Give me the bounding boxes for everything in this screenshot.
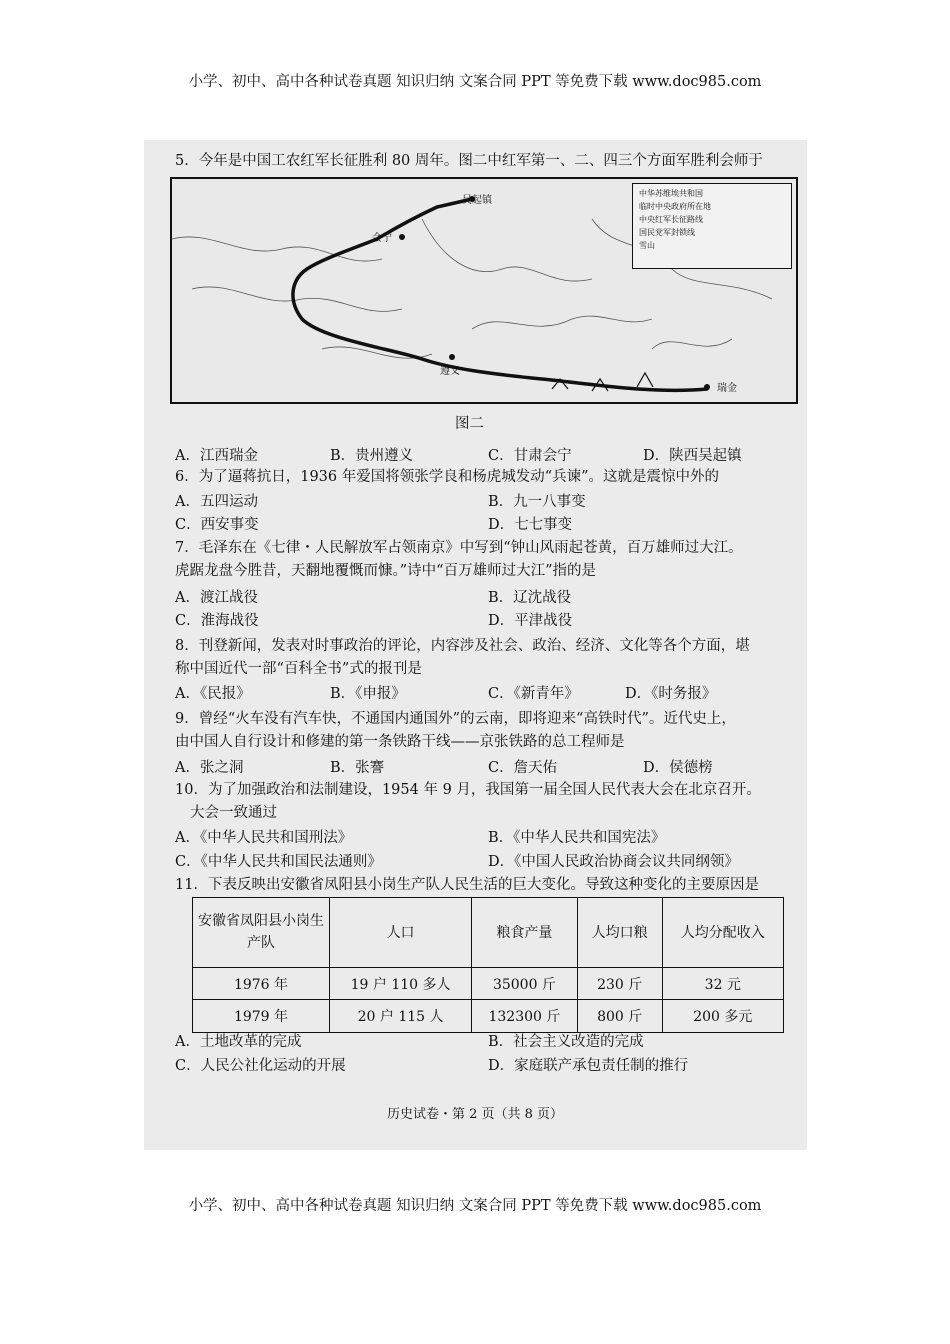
q10-option-b: B．《中华人民共和国宪法》 bbox=[488, 830, 666, 846]
legend-item: 中央红军长征路线 bbox=[639, 215, 703, 224]
legend-item: 临时中央政府所在地 bbox=[639, 202, 711, 211]
q10-option-a: A．《中华人民共和国刑法》 bbox=[175, 830, 353, 846]
q6-option-d: D．七七事变 bbox=[488, 517, 573, 533]
table-cell: 32 元 bbox=[662, 967, 783, 1000]
q10-option-c: C．《中华人民共和国民法通则》 bbox=[175, 854, 382, 870]
q6-option-a: A．五四运动 bbox=[175, 494, 258, 510]
question-8-stem-1: 8．刊登新闻，发表对时事政治的评论，内容涉及社会、政治、经济、文化等各个方面，堪 bbox=[175, 638, 750, 654]
q7-option-a: A．渡江战役 bbox=[175, 590, 258, 606]
table-cell: 1976 年 bbox=[193, 967, 330, 1000]
q9-option-d: D．侯德榜 bbox=[643, 760, 713, 776]
question-10-stem-2: 大会一致通过 bbox=[190, 805, 277, 821]
question-9-stem-2: 由中国人自行设计和修建的第一条铁路干线——京张铁路的总工程师是 bbox=[175, 734, 625, 750]
q11-option-a: A．土地改革的完成 bbox=[175, 1034, 302, 1050]
legend-item: 中华苏维埃共和国 bbox=[639, 189, 703, 198]
page-header: 小学、初中、高中各种试卷真题 知识归纳 文案合同 PPT 等免费下载 www.doc985.com bbox=[188, 74, 762, 90]
q6-option-c: C．西安事变 bbox=[175, 517, 259, 533]
q6-option-b: B．九一八事变 bbox=[488, 494, 586, 510]
zunyi-marker bbox=[449, 354, 455, 360]
table-row bbox=[193, 967, 784, 1000]
q11-option-b: B．社会主义改造的完成 bbox=[488, 1034, 644, 1050]
table-cell: 20 户 115 人 bbox=[330, 1000, 472, 1033]
table-header-cell: 安徽省凤阳县小岗生产队 bbox=[193, 898, 330, 968]
table-cell: 230 斤 bbox=[577, 967, 662, 1000]
table-row bbox=[193, 1000, 784, 1033]
question-8-stem-2: 称中国近代一部“百科全书”式的报刊是 bbox=[175, 661, 422, 677]
table-cell: 35000 斤 bbox=[472, 967, 578, 1000]
question-7-stem-2: 虎踞龙盘今胜昔，天翻地覆慨而慷。”诗中“百万雄师过大江”指的是 bbox=[175, 563, 596, 579]
q9-option-a: A．张之洞 bbox=[175, 760, 244, 776]
table-header-cell: 粮食产量 bbox=[472, 898, 578, 968]
q8-option-d: D．《时务报》 bbox=[625, 686, 717, 702]
table-cell: 1979 年 bbox=[193, 1000, 330, 1033]
q7-option-b: B．辽沈战役 bbox=[488, 590, 572, 606]
table-header-row bbox=[193, 898, 784, 968]
page-number: 历史试卷・第 2 页（共 8 页） bbox=[386, 1107, 564, 1122]
long-march-map bbox=[170, 177, 798, 404]
table-header-cell: 人均分配收入 bbox=[662, 898, 783, 968]
label-ruijin: 瑞金 bbox=[717, 383, 737, 394]
page-footer: 小学、初中、高中各种试卷真题 知识归纳 文案合同 PPT 等免费下载 www.doc985.com bbox=[188, 1198, 762, 1214]
legend-item: 国民党军封锁线 bbox=[639, 228, 695, 237]
map-legend bbox=[632, 183, 792, 269]
question-10-stem-1: 10．为了加强政治和法制建设，1954 年 9 月，我国第一届全国人民代表大会在北京召开。 bbox=[175, 782, 761, 798]
table-cell: 800 斤 bbox=[577, 1000, 662, 1033]
q9-option-b: B．张謇 bbox=[330, 760, 385, 776]
q11-option-c: C．人民公社化运动的开展 bbox=[175, 1058, 346, 1074]
question-11-stem: 11．下表反映出安徽省凤阳县小岗生产队人民生活的巨大变化。导致这种变化的主要原因是 bbox=[175, 877, 759, 893]
label-huining: 会宁 bbox=[372, 233, 392, 244]
table-cell: 19 户 110 多人 bbox=[330, 967, 472, 1000]
label-wuqizhen: 吴起镇 bbox=[462, 195, 492, 206]
ruijin-marker bbox=[704, 384, 710, 390]
q8-option-b: B．《申报》 bbox=[330, 686, 406, 702]
q7-option-d: D．平津战役 bbox=[488, 613, 573, 629]
map-caption: 图二 bbox=[455, 416, 484, 432]
q8-option-a: A．《民报》 bbox=[175, 686, 251, 702]
q10-option-d: D．《中国人民政治协商会议共同纲领》 bbox=[488, 854, 739, 870]
label-zunyi: 遵义 bbox=[440, 366, 460, 377]
table-cell: 132300 斤 bbox=[472, 1000, 578, 1033]
q5-option-a: A．江西瑞金 bbox=[175, 448, 258, 464]
question-9-stem-1: 9．曾经“火车没有汽车快，不通国内通国外”的云南，即将迎来“高铁时代”。近代史上， bbox=[175, 711, 736, 727]
q5-option-c: C．甘肃会宁 bbox=[488, 448, 572, 464]
table-cell: 200 多元 bbox=[662, 1000, 783, 1033]
table-header-cell: 人均口粮 bbox=[577, 898, 662, 968]
q5-option-b: B．贵州遵义 bbox=[330, 448, 414, 464]
q5-option-d: D．陕西吴起镇 bbox=[643, 448, 742, 464]
huining-marker bbox=[399, 234, 405, 240]
legend-item: 雪山 bbox=[639, 241, 655, 250]
q11-option-d: D．家庭联产承包责任制的推行 bbox=[488, 1058, 689, 1074]
question-6-stem: 6．为了逼蒋抗日，1936 年爱国将领张学良和杨虎城发动“兵谏”。这就是震惊中外的 bbox=[175, 469, 720, 485]
q8-option-c: C．《新青年》 bbox=[488, 686, 579, 702]
table-header-cell: 人口 bbox=[330, 898, 472, 968]
xiaogang-table bbox=[192, 897, 784, 1033]
q7-option-c: C．淮海战役 bbox=[175, 613, 259, 629]
question-7-stem-1: 7．毛泽东在《七律・人民解放军占领南京》中写到“钟山风雨起苍黄，百万雄师过大江。 bbox=[175, 540, 743, 556]
question-5-stem: 5．今年是中国工农红军长征胜利 80 周年。图二中红军第一、二、四三个方面军胜利会师于 bbox=[175, 153, 763, 169]
q9-option-c: C．詹天佑 bbox=[488, 760, 558, 776]
